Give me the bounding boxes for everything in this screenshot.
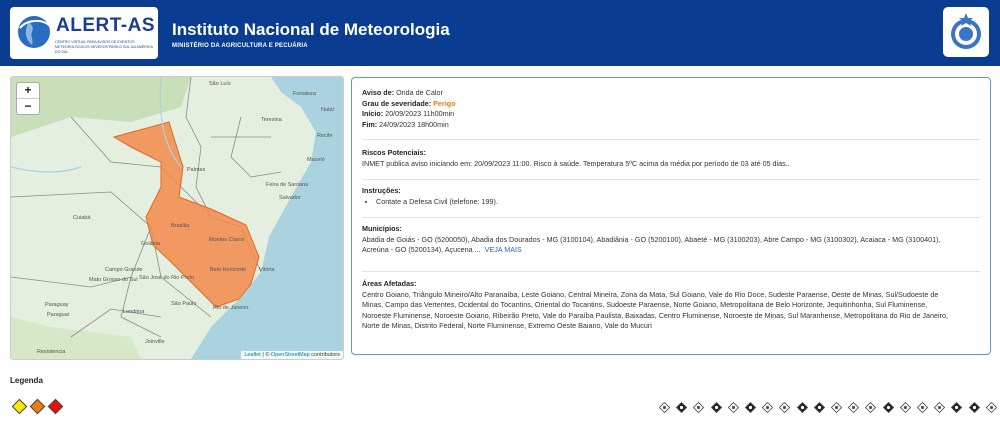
instructions-title: Instruções:	[362, 186, 401, 195]
end-value: 24/09/2023 18h00min	[379, 119, 449, 129]
logo-text: ALERT-AS	[56, 15, 155, 36]
map-label: Mato Grosso do Sul	[89, 277, 138, 283]
cyclone-icon	[986, 400, 997, 411]
map-label: Montes Claros	[209, 237, 245, 243]
map-label: Paraguay	[45, 302, 69, 308]
alert-as-logo[interactable]	[10, 7, 158, 59]
heat-icon	[762, 400, 773, 411]
alert-type-value: Onda de Calor	[396, 88, 443, 97]
map-label: Fortaleza	[293, 91, 316, 97]
map-label: Maceió	[307, 157, 325, 163]
lowhumidity-icon	[900, 400, 911, 411]
map-label: Belo Horizonte	[210, 267, 247, 273]
frost-icon	[711, 400, 722, 411]
alert-info-panel	[351, 77, 991, 355]
alert-summary	[362, 88, 980, 130]
areas-line: Noroeste Fluminense, Noroeste Goiano, Ribeirão Preto, Vale do Paraíba Paulista, Baixadas, Centro Fluminense, Noroeste de Minas, Sul Maranhense, Metropolitana do Rio de Janeiro,	[362, 310, 948, 320]
start-label: Início:	[362, 109, 384, 118]
map-label: Feira de Santana	[266, 182, 309, 188]
zoom-in-button[interactable]: +	[17, 83, 39, 99]
rain-icon	[745, 400, 756, 411]
areas-title: Áreas Afetadas:	[362, 279, 417, 288]
wave-icon	[693, 400, 704, 411]
map-label: Goiânia	[141, 241, 160, 247]
fire-icon	[865, 400, 876, 411]
divider	[362, 139, 980, 140]
areas-line: Centro Goiano, Triângulo Mineiro/Alto Paranaíba, Leste Goiano, Central Mineira, Zona da Mata, Sul Goiano, Vale do Rio Doce, Sudeste Paraense, Oeste de Minas, Sul/Sudoeste de	[362, 289, 939, 299]
risks-text: INMET publica aviso iniciando em: 20/09/2023 11:00. Risco à saúde. Temperatura 5ºC acima da média por período de 03 até 05 dias..	[362, 158, 790, 168]
osm-link[interactable]: OpenStreetMap	[270, 352, 310, 358]
map-label: São Paulo	[171, 301, 197, 307]
avalanche-icon	[969, 400, 980, 411]
map-label: Resistencia	[37, 349, 66, 355]
areas-line: Norte de Minas, Distrito Federal, Norte Fluminense, Extremo Oeste Baiano, Vale do Mucuri	[362, 321, 652, 330]
map-attribution	[241, 351, 343, 359]
dry-icon	[797, 400, 808, 411]
header-bar	[0, 0, 1000, 66]
flood-icon	[883, 400, 894, 411]
municipalities-line: Abadia de Goiás - GO (5200050), Abadia dos Dourados - MG (3100104), Abadiânia - GO (5200100), Abaeté - MG (3100203), Abre Campo - MG (3100302), Acaiaca - MG (3100401),	[362, 234, 941, 244]
divider	[362, 271, 980, 272]
areas-section	[362, 279, 980, 332]
severity-value: Perigo	[433, 98, 456, 108]
map-label: Vitória	[259, 267, 275, 273]
areas-line: Minas, Campo das Vertentes, Ocidental do Tocantins, Oriental do Tocantins, Sudoeste Paraense, Norte Goiano, Metropolitana de Belo Horizonte, Jequitinhonha, Sul Fluminense,	[362, 300, 928, 309]
map-label: Rio de Janeiro	[213, 305, 249, 311]
divider	[362, 217, 980, 218]
map-label: Teresina	[261, 117, 282, 123]
tornado-icon	[917, 400, 928, 411]
municipalities-section	[362, 224, 980, 256]
level-danger-icon	[30, 399, 46, 415]
instruction-item: • Contate a Defesa Civil (telefone: 199).	[376, 197, 980, 208]
tide-icon	[951, 400, 962, 411]
divider	[362, 179, 980, 180]
risks-section	[362, 148, 980, 169]
zoom-control	[16, 82, 40, 115]
map-label: Palmas	[187, 167, 206, 173]
map-label: Paraguai	[47, 312, 70, 318]
zoom-out-button[interactable]: −	[24, 99, 32, 113]
map-label: São José do Rio Preto	[139, 275, 195, 281]
fog-icon	[779, 400, 790, 411]
legend-title: Legenda	[10, 376, 43, 385]
map-label: Brasília	[171, 223, 190, 229]
storm-icon	[676, 400, 687, 411]
risks-title: Riscos Potenciais:	[362, 148, 426, 157]
municipalities-title: Municípios:	[362, 224, 402, 233]
cold-icon	[814, 400, 825, 411]
wmo-logo[interactable]	[943, 7, 989, 57]
wmo-emblem-icon	[943, 7, 989, 57]
level-potential-danger-icon	[12, 399, 28, 415]
map-label: Joinville	[145, 339, 165, 345]
attribution-tail: contributors	[309, 352, 340, 358]
alert-map[interactable]	[10, 76, 344, 360]
attribution-separator: | ©	[260, 352, 271, 358]
map-label: Recife	[317, 133, 333, 139]
end-label: Fim:	[362, 119, 378, 129]
globe-logo-icon	[16, 14, 52, 50]
hail-icon	[831, 400, 842, 411]
wind-icon	[728, 400, 739, 411]
sand-icon	[848, 400, 859, 411]
page-subtitle: MINISTÉRIO DA AGRICULTURA E PECUÁRIA	[172, 43, 308, 49]
start-value: 20/09/2023 11h00min	[385, 109, 455, 118]
map-label: Cuiabá	[73, 215, 91, 221]
snow-icon	[659, 400, 670, 411]
thunder-icon	[934, 400, 945, 411]
logo-subtext: CENTRO VIRTUAL PARA AVISOS DE EVENTOS METEOROLÓGICOS SEVEROS PARA O SUL DA AMÉRICA DO SUL	[55, 40, 153, 54]
map-label: Londrina	[123, 309, 145, 315]
alert-type-label: Aviso de:	[362, 88, 395, 97]
municipalities-line: Acreúna - GO (5200134), Açucena ...	[362, 245, 481, 254]
level-great-danger-icon	[48, 399, 64, 415]
instructions-section	[362, 186, 980, 207]
map-label: São Luís	[209, 81, 231, 87]
map-label: Natal	[321, 107, 334, 113]
leaflet-link[interactable]: Leaflet	[244, 352, 261, 358]
map-label: Salvador	[279, 195, 301, 201]
map-label: Campo Grande	[105, 267, 143, 273]
page-title: Instituto Nacional de Meteorologia	[172, 20, 450, 39]
see-more-link[interactable]: VEJA MAIS	[484, 245, 522, 254]
severity-label: Grau de severidade:	[362, 98, 432, 108]
